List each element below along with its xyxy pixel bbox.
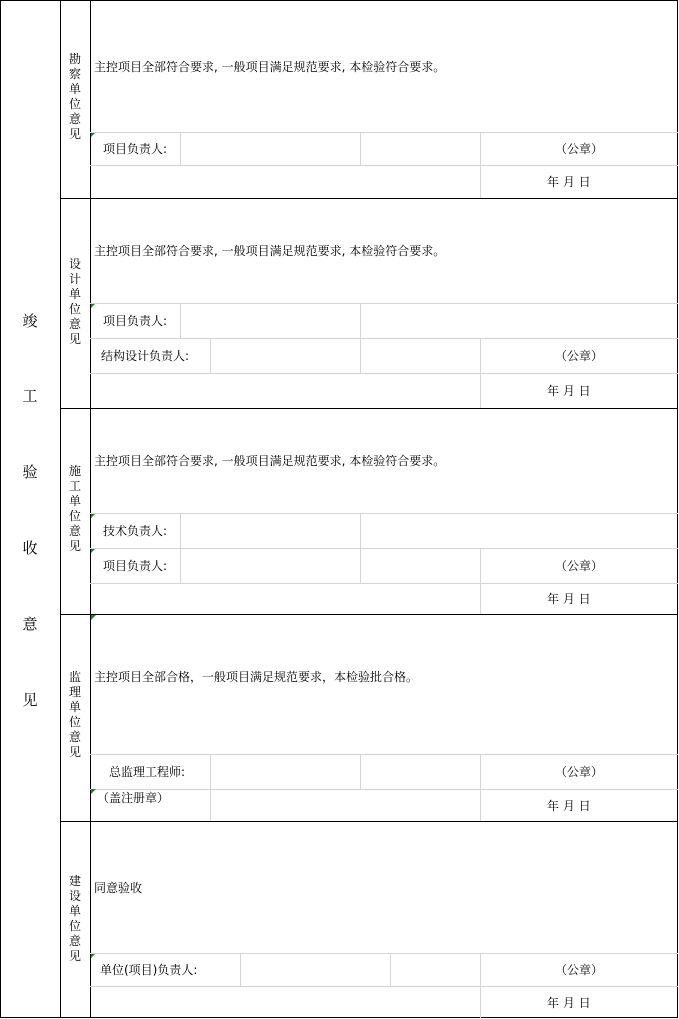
cell-divider — [360, 513, 361, 583]
section-divider — [60, 408, 678, 409]
seal-label: （公章） — [554, 963, 603, 977]
row-divider — [90, 548, 678, 549]
opinion-text: 主控项目全部符合要求, 一般项目满足规范要求, 本检验符合要求。 — [94, 244, 446, 258]
row-divider — [90, 789, 678, 790]
side-title-char: 竣 — [22, 312, 38, 330]
side-title-char: 意 — [22, 615, 38, 633]
cell-divider — [180, 303, 181, 338]
project-leader-label: 项目负责人: — [103, 142, 168, 156]
date-label: 年 月 日 — [547, 175, 591, 189]
section-label-supervision: 监理单位意见 — [68, 670, 81, 759]
cell-divider — [390, 953, 391, 986]
technical-leader-label: 技术负责人: — [103, 524, 168, 538]
row-divider — [90, 338, 678, 339]
seal-label: （公章） — [554, 765, 603, 779]
cell-divider — [360, 132, 361, 165]
row-divider — [90, 165, 678, 166]
cell-divider — [360, 303, 361, 373]
chief-supervisor-label: 总监理工程师: — [109, 765, 186, 779]
side-title-char: 见 — [22, 691, 38, 709]
section-label-survey: 勘察单位意见 — [68, 52, 81, 141]
cell-divider — [360, 754, 361, 789]
section-divider — [60, 198, 678, 199]
row-divider — [90, 583, 678, 584]
cell-marker — [91, 789, 96, 794]
date-label: 年 月 日 — [547, 384, 591, 398]
cell-divider — [180, 132, 181, 165]
date-label: 年 月 日 — [547, 592, 591, 606]
row-divider — [90, 754, 678, 755]
side-title-char: 工 — [22, 387, 38, 405]
seal-label: （公章） — [554, 349, 603, 363]
cell-divider — [210, 338, 211, 373]
date-label: 年 月 日 — [547, 996, 591, 1010]
column-divider — [90, 0, 91, 1018]
row-divider — [90, 986, 678, 987]
cell-divider — [180, 513, 181, 583]
seal-label: （公章） — [554, 142, 603, 156]
cell-divider — [210, 754, 211, 821]
opinion-text: 主控项目全部符合要求, 一般项目满足规范要求, 本检验符合要求。 — [94, 454, 446, 468]
side-title-char: 收 — [22, 539, 38, 557]
cell-divider — [480, 548, 481, 614]
opinion-text: 主控项目全部合格，一般项目满足规范要求，本检验批合格。 — [94, 670, 419, 684]
row-divider — [90, 513, 678, 514]
date-label: 年 月 日 — [547, 799, 591, 813]
row-divider — [90, 303, 678, 304]
row-divider — [90, 373, 678, 374]
section-label-construction: 施工单位意见 — [68, 464, 81, 553]
structural-design-leader-label: 结构设计负责人: — [101, 349, 190, 363]
section-divider — [60, 614, 678, 615]
cell-divider — [240, 953, 241, 986]
section-label-design: 设计单位意见 — [68, 257, 81, 346]
unit-leader-label: 单位(项目)负责人: — [100, 963, 198, 977]
section-divider — [60, 821, 678, 822]
cell-marker — [91, 615, 96, 620]
opinion-text: 同意验收 — [94, 881, 143, 895]
row-divider — [90, 132, 678, 133]
row-divider — [90, 953, 678, 954]
registered-seal-label: （盖注册章） — [97, 791, 170, 805]
seal-label: （公章） — [554, 559, 603, 573]
project-leader-label: 项目负责人: — [103, 559, 168, 573]
side-title-char: 验 — [22, 463, 38, 481]
column-divider — [60, 0, 61, 1018]
project-leader-label: 项目负责人: — [103, 314, 168, 328]
opinion-text: 主控项目全部符合要求, 一般项目满足规范要求, 本检验符合要求。 — [94, 60, 446, 74]
section-label-owner: 建设单位意见 — [68, 874, 81, 963]
